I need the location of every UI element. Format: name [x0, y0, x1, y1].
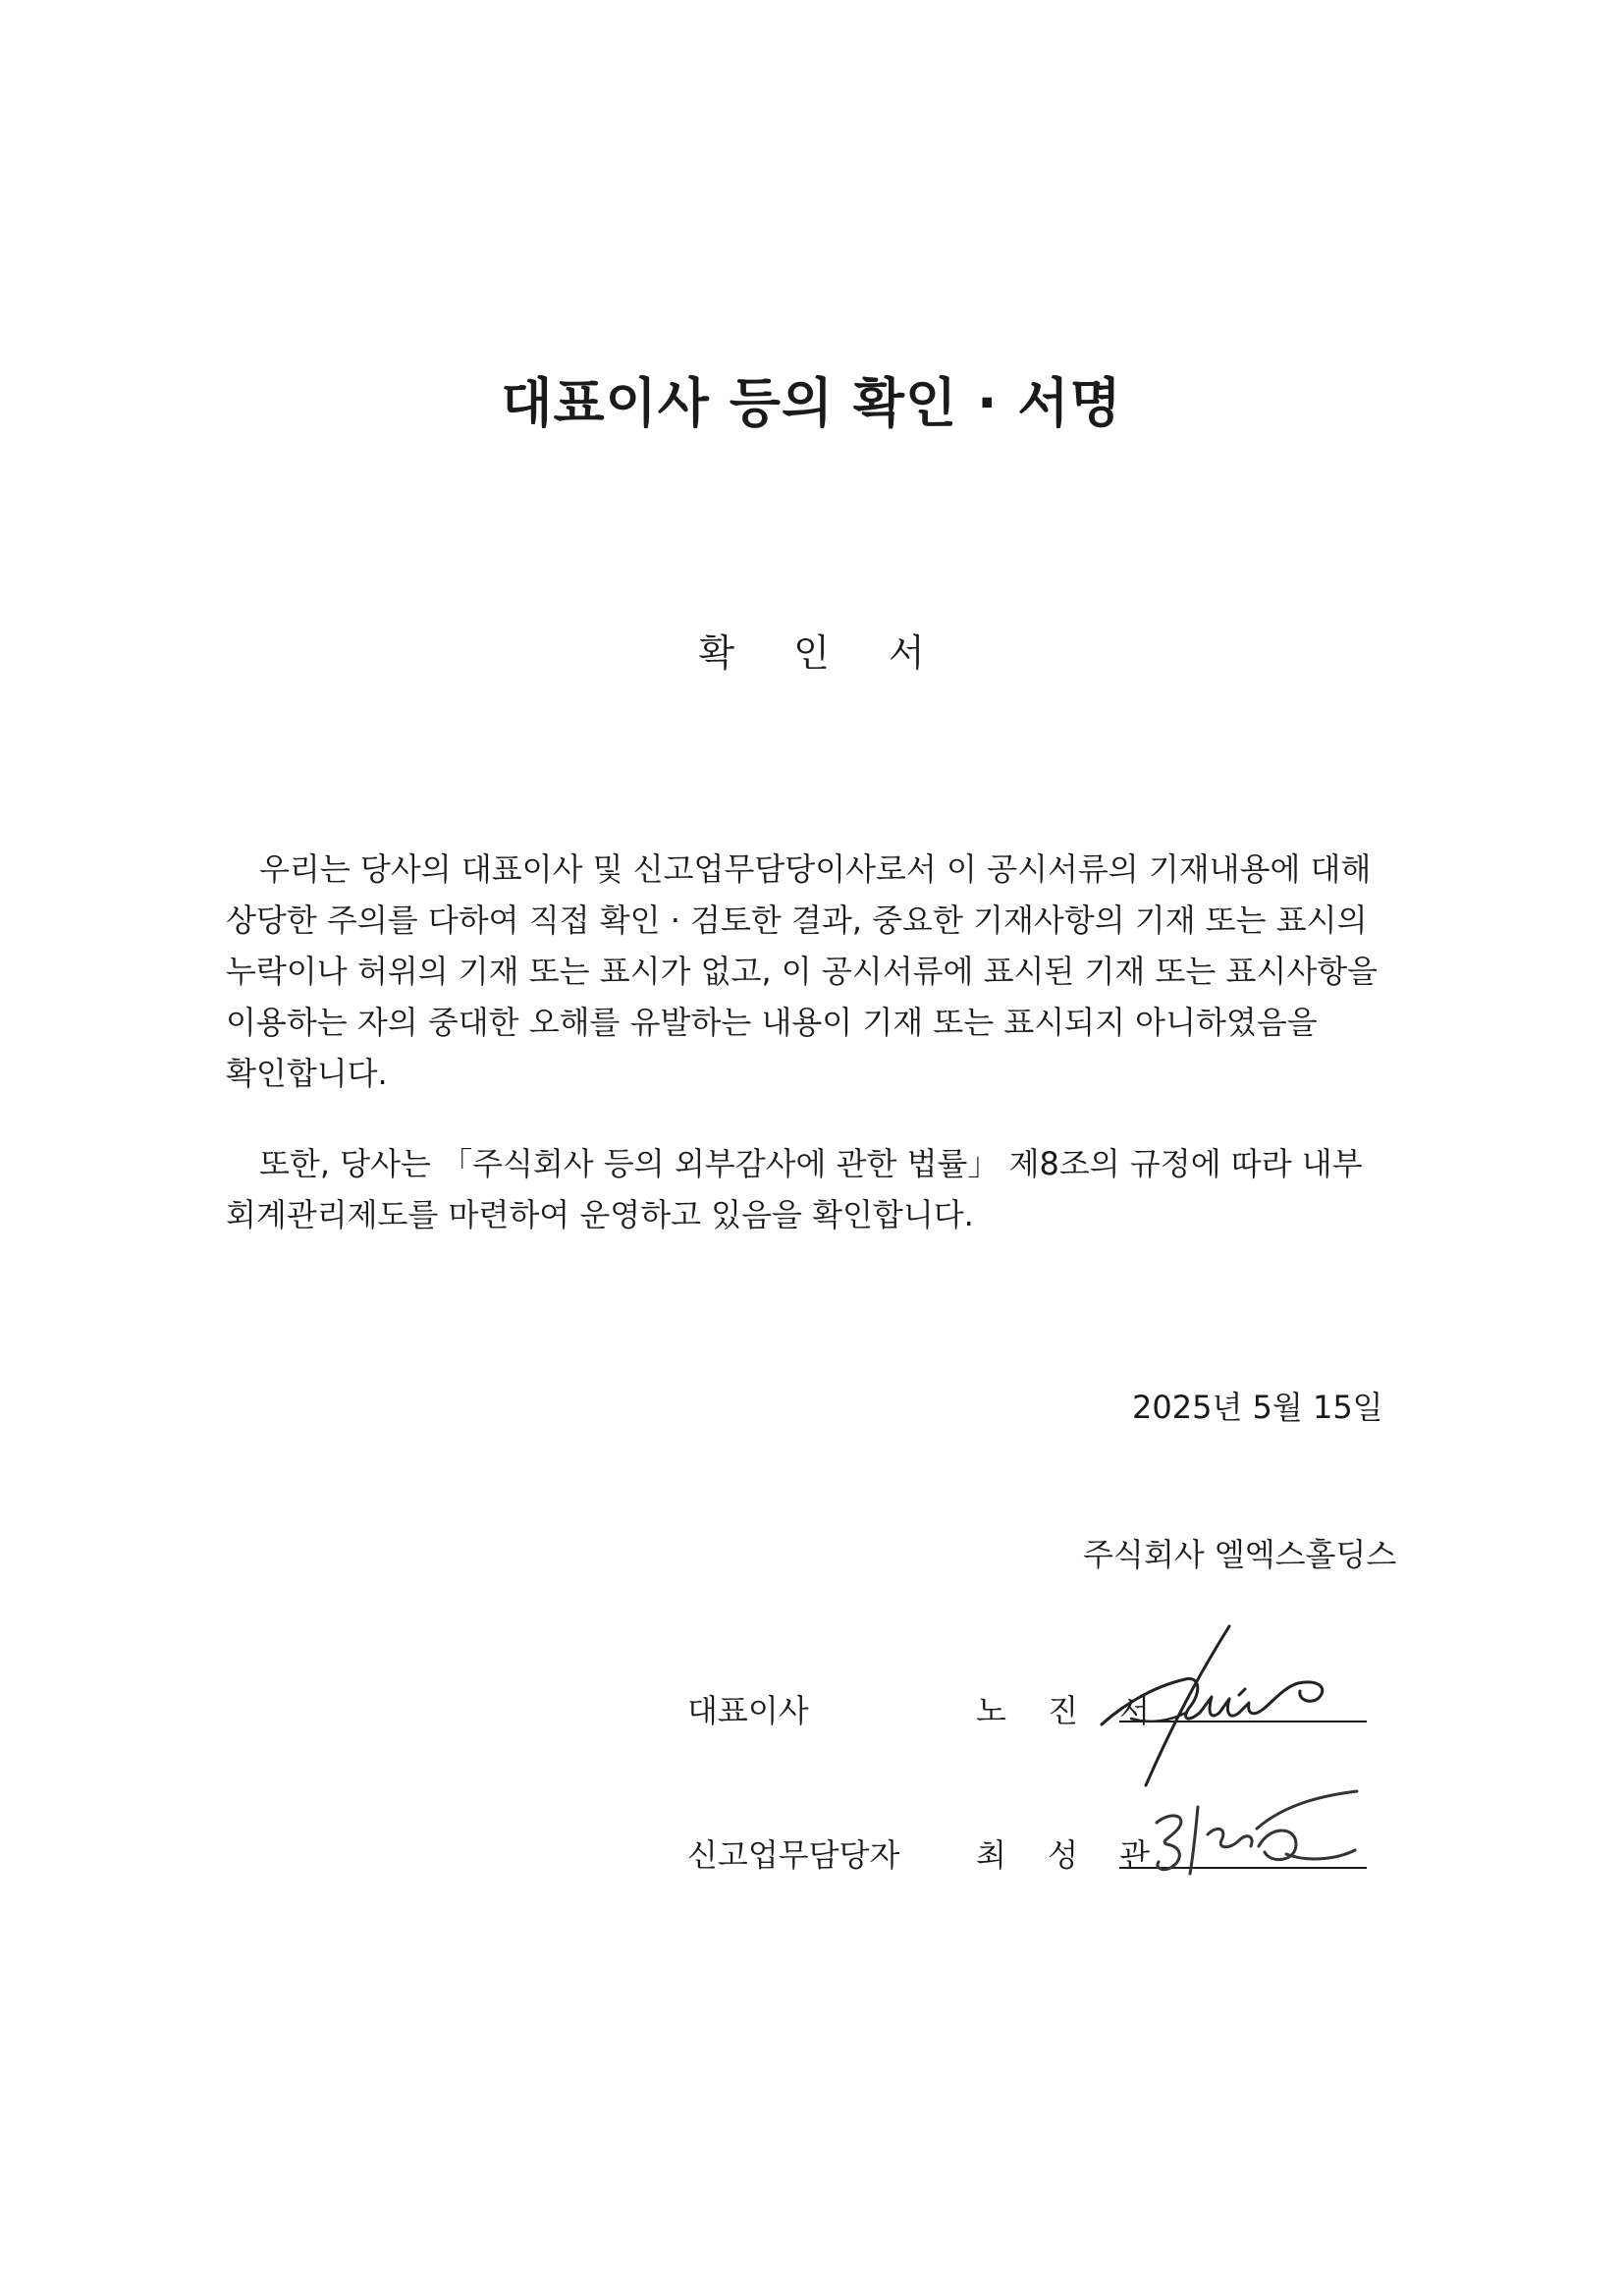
- paragraph-line: 누락이나 허위의 기재 또는 표시가 없고, 이 공시서류에 표시된 기재 또는 표시사항을: [226, 953, 1379, 990]
- signatory-name-ceo: 노 진 서: [976, 1692, 1166, 1729]
- document-subtitle: 확 인 서: [698, 631, 948, 675]
- signatory-role-ceo: 대표이사: [687, 1692, 809, 1729]
- internal-control-paragraph: [226, 1138, 1394, 1240]
- paragraph-line: 우리는 당사의 대표이사 및 신고업무담당이사로서 이 공시서류의 기재내용에 대해: [259, 850, 1372, 888]
- document-date: 2025년 5월 15일: [1132, 1389, 1383, 1426]
- paragraph-line: 확인합니다.: [226, 1055, 388, 1092]
- signatory-name-disclosure-officer: 최 성 관: [976, 1836, 1166, 1874]
- disclosure-officer-signature: [1149, 1789, 1365, 1887]
- paragraph-line: 이용하는 자의 중대한 오해를 유발하는 내용이 기재 또는 표시되지 아니하였음을: [226, 1004, 1318, 1041]
- document-title: 대표이사 등의 확인 · 서명: [501, 372, 1122, 434]
- signatory-role-disclosure-officer: 신고업무담당자: [687, 1836, 900, 1874]
- paragraph-line: 또한, 당사는 「주식회사 등의 외부감사에 관한 법률」 제8조의 규정에 따라 내부: [259, 1145, 1363, 1182]
- confirmation-paragraph: [226, 844, 1394, 1099]
- company-name: 주식회사 엘엑스홀딩스: [1083, 1536, 1397, 1573]
- paragraph-line: 회계관리제도를 마련하여 운영하고 있음을 확인합니다.: [226, 1196, 974, 1233]
- ceo-signature: [1092, 1618, 1337, 1795]
- paragraph-line: 상당한 주의를 다하여 직접 확인 · 검토한 결과, 중요한 기재사항의 기재 또는 표시의: [226, 902, 1368, 939]
